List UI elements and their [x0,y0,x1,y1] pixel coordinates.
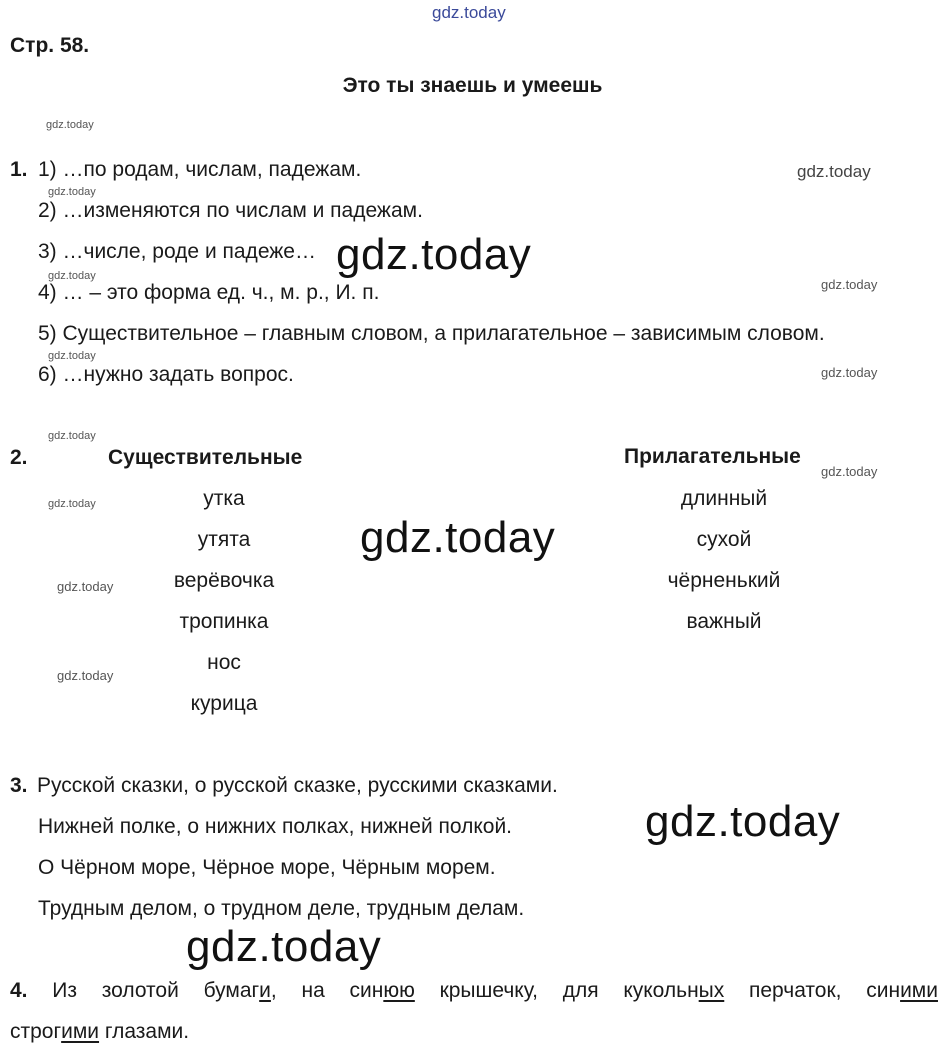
section-title: Это ты знаешь и умеешь [342,74,603,97]
watermark-small: gdz.today [48,498,96,510]
watermark-small: gdz.today [48,270,96,282]
noun-item: верёвочка [173,569,275,592]
noun-item: утка [203,487,245,510]
noun-item: тропинка [179,610,269,633]
underlined-ending: и [259,979,271,1002]
task3-line-3: О Чёрном море, Чёрное море, Чёрным морем. [38,856,496,879]
task1-line-5: 5) Существительное – главным словом, а прилагательное – зависимым словом. [38,322,825,345]
word-stem: строг [10,1020,62,1043]
task3-line-1: Русской сказки, о русской сказке, русскими сказками. [37,774,558,797]
adjectives-header: Прилагательные [624,445,801,468]
task4-word [623,979,724,1002]
watermark-small: gdz.today [46,119,94,131]
word-stem: кукольн [623,979,699,1002]
watermark-small: gdz.today [57,579,114,594]
watermark-big: gdz.today [186,922,382,971]
page-reference: Стр. 58. [10,34,90,57]
adjective-item: чёрненький [667,569,781,592]
punctuation: , [270,979,277,1002]
watermark-small: gdz.today [57,668,114,683]
task4-word: глазами. [104,1020,190,1043]
task3-line-4: Трудным делом, о трудном деле, трудным делам. [38,897,525,920]
task4-word [10,1020,99,1043]
task4-word [866,979,938,1002]
underlined-ending: ими [61,1020,100,1043]
task4-word: для [562,979,599,1002]
task1-number: 1. [10,158,28,181]
task3-number: 3. [10,774,28,797]
watermark-small: gdz.today [48,350,96,362]
watermark-small: gdz.today [821,365,878,380]
task4-word [350,979,415,1002]
task4-word: перчаток, [749,979,842,1002]
underlined-ending: ими [900,979,938,1002]
task4-word [204,979,277,1002]
task4-line-2 [10,1019,189,1045]
noun-item: нос [207,651,241,674]
task1-line-4: 4) … – это форма ед. ч., м. р., И. п. [38,281,380,304]
watermark-big: gdz.today [360,513,556,562]
task4-word: Из [52,979,77,1002]
task4-word: крышечку, [439,979,538,1002]
watermark-medium: gdz.today [797,162,871,181]
noun-item: утята [197,528,251,551]
watermark-small: gdz.today [48,430,96,442]
task4-number: 4. [10,979,28,1002]
task4-line-1 [10,978,938,1004]
task3-line-2: Нижней полке, о нижних полках, нижней полкой. [38,815,513,838]
task4-word: золотой [101,979,179,1002]
watermark-small: gdz.today [48,186,96,198]
word-stem: бумаг [203,979,260,1002]
noun-item: курица [190,692,258,715]
task2-number: 2. [10,446,28,469]
task1-line-2: 2) …изменяются по числам и падежам. [38,199,423,222]
adjective-item: важный [686,610,762,633]
task1-line-1: 1) …по родам, числам, падежам. [38,158,362,181]
watermark-top: gdz.today [432,3,506,22]
watermark-small: gdz.today [821,464,878,479]
watermark-big: gdz.today [336,230,532,279]
task4-word: на [301,979,325,1002]
watermark-small: gdz.today [821,277,878,292]
word-stem: син [349,979,384,1002]
underlined-ending: ых [698,979,725,1002]
nouns-header: Существительные [108,446,303,469]
adjective-item: длинный [680,487,768,510]
task1-line-6: 6) …нужно задать вопрос. [38,363,294,386]
adjective-item: сухой [696,528,752,551]
watermark-big: gdz.today [645,797,841,846]
underlined-ending: юю [383,979,415,1002]
task1-line-3: 3) …числе, роде и падеже… [38,240,316,263]
word-stem: син [866,979,901,1002]
